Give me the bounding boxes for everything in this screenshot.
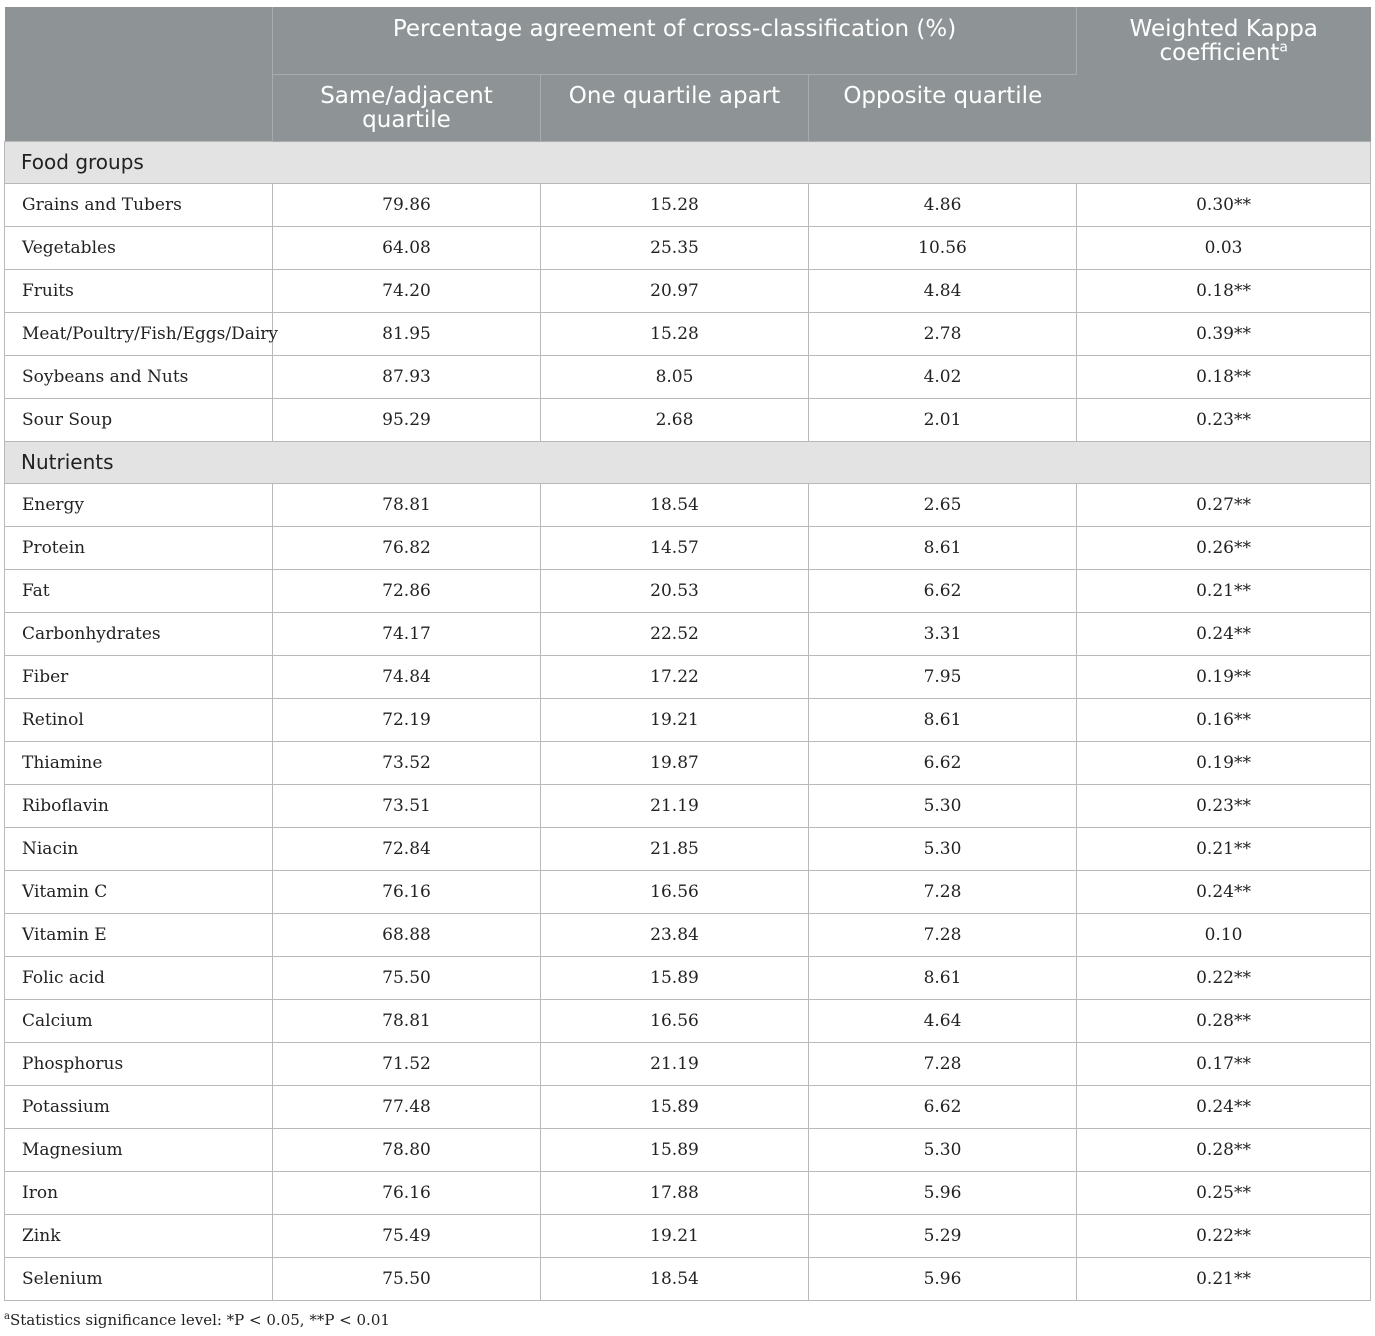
one-apart-value: 14.57 [541, 526, 809, 569]
same-adjacent-value: 76.16 [273, 870, 541, 913]
kappa-value: 0.23** [1077, 398, 1371, 441]
table-row [5, 612, 1371, 655]
row-label: Vitamin E [5, 913, 273, 956]
kappa-value: 0.30** [1077, 183, 1371, 226]
row-label: Thiamine [5, 741, 273, 784]
row-label: Selenium [5, 1257, 273, 1300]
same-adjacent-value: 78.81 [273, 483, 541, 526]
one-apart-value: 15.28 [541, 183, 809, 226]
kappa-value: 0.21** [1077, 1257, 1371, 1300]
table-row [5, 999, 1371, 1042]
opposite-value: 5.96 [809, 1257, 1077, 1300]
same-adjacent-value: 78.80 [273, 1128, 541, 1171]
kappa-value: 0.21** [1077, 827, 1371, 870]
same-adjacent-value: 72.19 [273, 698, 541, 741]
opposite-value: 10.56 [809, 226, 1077, 269]
row-label: Iron [5, 1171, 273, 1214]
footnote-text: Statistics significance level: *P < 0.05, **P < 0.01 [9, 1311, 390, 1329]
kappa-value: 0.27** [1077, 483, 1371, 526]
opposite-value: 2.78 [809, 312, 1077, 355]
table-row [5, 483, 1371, 526]
kappa-value: 0.28** [1077, 1128, 1371, 1171]
table-row [5, 398, 1371, 441]
one-apart-value: 8.05 [541, 355, 809, 398]
opposite-value: 2.65 [809, 483, 1077, 526]
kappa-value: 0.23** [1077, 784, 1371, 827]
same-adjacent-value: 73.52 [273, 741, 541, 784]
row-label: Niacin [5, 827, 273, 870]
kappa-value: 0.39** [1077, 312, 1371, 355]
opposite-value: 8.61 [809, 698, 1077, 741]
kappa-value: 0.25** [1077, 1171, 1371, 1214]
one-apart-value: 21.19 [541, 1042, 809, 1085]
one-apart-value: 25.35 [541, 226, 809, 269]
table-row [5, 741, 1371, 784]
table-row [5, 827, 1371, 870]
row-label: Potassium [5, 1085, 273, 1128]
kappa-value: 0.18** [1077, 355, 1371, 398]
header-opposite: Opposite quartile [809, 74, 1077, 141]
opposite-value: 4.86 [809, 183, 1077, 226]
table-row [5, 1085, 1371, 1128]
table-row [5, 655, 1371, 698]
one-apart-value: 20.53 [541, 569, 809, 612]
same-adjacent-value: 79.86 [273, 183, 541, 226]
kappa-value: 0.17** [1077, 1042, 1371, 1085]
header-group-title: Percentage agreement of cross-classification (%) [273, 7, 1077, 74]
kappa-value: 0.19** [1077, 741, 1371, 784]
opposite-value: 8.61 [809, 526, 1077, 569]
same-adjacent-value: 68.88 [273, 913, 541, 956]
table-row [5, 913, 1371, 956]
table-row [5, 698, 1371, 741]
row-label: Carbonhydrates [5, 612, 273, 655]
opposite-value: 4.64 [809, 999, 1077, 1042]
header-blank-cell [5, 7, 273, 141]
one-apart-value: 20.97 [541, 269, 809, 312]
table-row [5, 526, 1371, 569]
agreement-table [4, 7, 1371, 1301]
same-adjacent-value: 87.93 [273, 355, 541, 398]
same-adjacent-value: 77.48 [273, 1085, 541, 1128]
table-row [5, 269, 1371, 312]
opposite-value: 6.62 [809, 569, 1077, 612]
same-adjacent-value: 74.17 [273, 612, 541, 655]
one-apart-value: 21.19 [541, 784, 809, 827]
row-label: Riboflavin [5, 784, 273, 827]
one-apart-value: 18.54 [541, 1257, 809, 1300]
header-kappa-text: Weighted Kappa coefficient [1129, 16, 1318, 66]
footnote [4, 1311, 390, 1329]
opposite-value: 7.95 [809, 655, 1077, 698]
section-header-row [5, 441, 1371, 483]
table-row [5, 569, 1371, 612]
same-adjacent-value: 64.08 [273, 226, 541, 269]
row-label: Meat/Poultry/Fish/Eggs/Dairy [5, 312, 273, 355]
footnote-marker: a [4, 1311, 10, 1322]
opposite-value: 5.30 [809, 827, 1077, 870]
same-adjacent-value: 81.95 [273, 312, 541, 355]
row-label: Vitamin C [5, 870, 273, 913]
kappa-value: 0.22** [1077, 1214, 1371, 1257]
row-label: Fat [5, 569, 273, 612]
row-label: Soybeans and Nuts [5, 355, 273, 398]
row-label: Fiber [5, 655, 273, 698]
opposite-value: 4.84 [809, 269, 1077, 312]
row-label: Grains and Tubers [5, 183, 273, 226]
agreement-table-container [4, 7, 1370, 1301]
opposite-value: 6.62 [809, 1085, 1077, 1128]
kappa-value: 0.10 [1077, 913, 1371, 956]
table-row [5, 784, 1371, 827]
kappa-value: 0.22** [1077, 956, 1371, 999]
one-apart-value: 22.52 [541, 612, 809, 655]
kappa-value: 0.21** [1077, 569, 1371, 612]
kappa-value: 0.24** [1077, 1085, 1371, 1128]
same-adjacent-value: 72.84 [273, 827, 541, 870]
same-adjacent-value: 71.52 [273, 1042, 541, 1085]
same-adjacent-value: 73.51 [273, 784, 541, 827]
one-apart-value: 17.22 [541, 655, 809, 698]
table-row [5, 1214, 1371, 1257]
row-label: Protein [5, 526, 273, 569]
one-apart-value: 15.28 [541, 312, 809, 355]
same-adjacent-value: 78.81 [273, 999, 541, 1042]
same-adjacent-value: 76.82 [273, 526, 541, 569]
header-same-adjacent: Same/adjacent quartile [273, 74, 541, 141]
table-row [5, 355, 1371, 398]
opposite-value: 5.96 [809, 1171, 1077, 1214]
same-adjacent-value: 76.16 [273, 1171, 541, 1214]
table-row [5, 870, 1371, 913]
row-label: Magnesium [5, 1128, 273, 1171]
row-label: Fruits [5, 269, 273, 312]
table-row [5, 312, 1371, 355]
one-apart-value: 16.56 [541, 999, 809, 1042]
one-apart-value: 17.88 [541, 1171, 809, 1214]
kappa-value: 0.16** [1077, 698, 1371, 741]
opposite-value: 5.30 [809, 784, 1077, 827]
one-apart-value: 16.56 [541, 870, 809, 913]
opposite-value: 2.01 [809, 398, 1077, 441]
row-label: Energy [5, 483, 273, 526]
opposite-value: 5.30 [809, 1128, 1077, 1171]
opposite-value: 7.28 [809, 870, 1077, 913]
section-title: Nutrients [5, 441, 1371, 483]
kappa-value: 0.19** [1077, 655, 1371, 698]
kappa-value: 0.24** [1077, 870, 1371, 913]
table-row [5, 1257, 1371, 1300]
opposite-value: 3.31 [809, 612, 1077, 655]
one-apart-value: 19.21 [541, 698, 809, 741]
opposite-value: 8.61 [809, 956, 1077, 999]
one-apart-value: 18.54 [541, 483, 809, 526]
same-adjacent-value: 72.86 [273, 569, 541, 612]
kappa-value: 0.26** [1077, 526, 1371, 569]
row-label: Sour Soup [5, 398, 273, 441]
table-row [5, 956, 1371, 999]
table-row [5, 1128, 1371, 1171]
opposite-value: 7.28 [809, 913, 1077, 956]
opposite-value: 5.29 [809, 1214, 1077, 1257]
same-adjacent-value: 95.29 [273, 398, 541, 441]
table-row [5, 1042, 1371, 1085]
opposite-value: 7.28 [809, 1042, 1077, 1085]
one-apart-value: 23.84 [541, 913, 809, 956]
kappa-value: 0.03 [1077, 226, 1371, 269]
header-one-apart: One quartile apart [541, 74, 809, 141]
header-kappa-superscript: a [1279, 39, 1289, 56]
row-label: Zink [5, 1214, 273, 1257]
kappa-value: 0.28** [1077, 999, 1371, 1042]
section-title: Food groups [5, 141, 1371, 183]
opposite-value: 6.62 [809, 741, 1077, 784]
same-adjacent-value: 74.84 [273, 655, 541, 698]
table-row [5, 1171, 1371, 1214]
opposite-value: 4.02 [809, 355, 1077, 398]
row-label: Folic acid [5, 956, 273, 999]
row-label: Calcium [5, 999, 273, 1042]
header-kappa-title [1077, 7, 1371, 141]
one-apart-value: 19.21 [541, 1214, 809, 1257]
table-body [5, 141, 1371, 1300]
kappa-value: 0.18** [1077, 269, 1371, 312]
same-adjacent-value: 75.50 [273, 956, 541, 999]
one-apart-value: 15.89 [541, 1085, 809, 1128]
one-apart-value: 21.85 [541, 827, 809, 870]
same-adjacent-value: 75.50 [273, 1257, 541, 1300]
one-apart-value: 19.87 [541, 741, 809, 784]
section-header-row [5, 141, 1371, 183]
row-label: Retinol [5, 698, 273, 741]
table-header [5, 7, 1371, 141]
kappa-value: 0.24** [1077, 612, 1371, 655]
row-label: Vegetables [5, 226, 273, 269]
one-apart-value: 2.68 [541, 398, 809, 441]
one-apart-value: 15.89 [541, 1128, 809, 1171]
row-label: Phosphorus [5, 1042, 273, 1085]
same-adjacent-value: 74.20 [273, 269, 541, 312]
table-row [5, 226, 1371, 269]
table-row [5, 183, 1371, 226]
same-adjacent-value: 75.49 [273, 1214, 541, 1257]
one-apart-value: 15.89 [541, 956, 809, 999]
